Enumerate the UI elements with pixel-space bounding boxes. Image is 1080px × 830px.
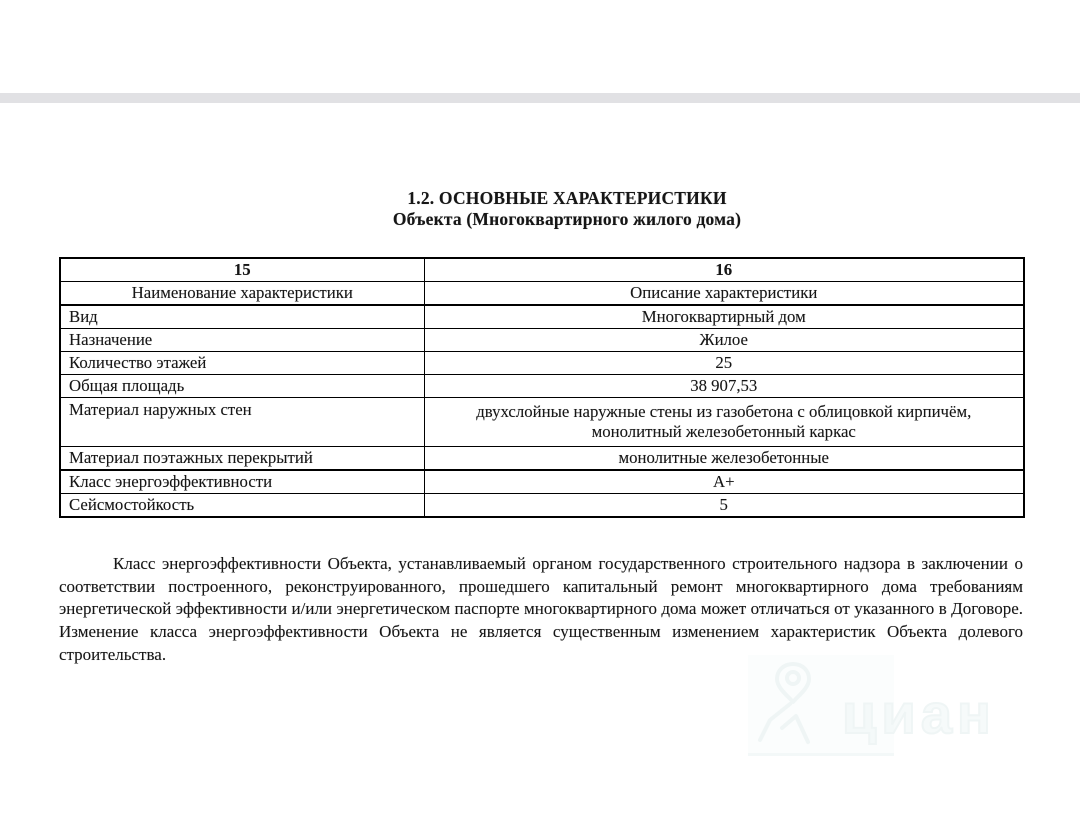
characteristic-name-cell: Количество этажей bbox=[60, 352, 424, 375]
characteristic-value-cell: 38 907,53 bbox=[424, 375, 1024, 398]
characteristic-name-cell: Вид bbox=[60, 305, 424, 329]
table-row bbox=[60, 305, 1024, 329]
characteristic-value-cell: 25 bbox=[424, 352, 1024, 375]
table-row bbox=[60, 470, 1024, 494]
section-title-line2: Объекта (Многоквартирного жилого дома) bbox=[392, 209, 742, 229]
characteristic-value-cell: монолитные железобетонные bbox=[424, 447, 1024, 471]
table-row bbox=[60, 375, 1024, 398]
table-row bbox=[60, 398, 1024, 447]
characteristic-value-cell: Многоквартирный дом bbox=[424, 305, 1024, 329]
characteristic-name-cell: Общая площадь bbox=[60, 375, 424, 398]
cian-walking-pin-icon bbox=[752, 658, 834, 748]
characteristic-value-cell: A+ bbox=[424, 470, 1024, 494]
column-number-cell: 15 bbox=[60, 258, 424, 282]
table-row bbox=[60, 329, 1024, 352]
characteristic-value-cell: 5 bbox=[424, 494, 1024, 518]
table-row bbox=[60, 352, 1024, 375]
watermark-brand-text: циан bbox=[842, 682, 996, 745]
column-header-cell: Описание характеристики bbox=[424, 282, 1024, 306]
characteristic-name-cell: Материал поэтажных перекрытий bbox=[60, 447, 424, 471]
characteristic-value-cell: Жилое bbox=[424, 329, 1024, 352]
column-number-row bbox=[60, 258, 1024, 282]
column-header-cell: Наименование характеристики bbox=[60, 282, 424, 306]
characteristic-name-cell: Материал наружных стен bbox=[60, 398, 424, 447]
characteristics-table bbox=[59, 257, 1025, 518]
section-title bbox=[0, 188, 1080, 230]
characteristic-name-cell: Назначение bbox=[60, 329, 424, 352]
characteristic-value-cell: двухслойные наружные стены из газобетона с облицовкой кирпичём, монолитный железобетонный каркас bbox=[424, 398, 1024, 447]
characteristic-name-cell: Класс энергоэффективности bbox=[60, 470, 424, 494]
page-separator-band bbox=[0, 93, 1080, 103]
table-header-row bbox=[60, 282, 1024, 306]
table-row bbox=[60, 447, 1024, 471]
section-title-line1: 1.2. ОСНОВНЫЕ ХАРАКТЕРИСТИКИ bbox=[407, 188, 727, 208]
energy-class-paragraph: Класс энергоэффективности Объекта, устанавливаемый органом государственного строительного надзора в заключении о соответствии построенного, реконструированного, прошедшего капитальный ремонт многоквартирного дома требованиям энергетической эффективности и/или энергетическом паспорте многоквартирного дома может отличаться от указанного в Договоре. Изменение класса энергоэффективности Объекта не является существенным изменением характеристик Объекта долевого строительства. bbox=[59, 554, 1023, 664]
cian-watermark bbox=[752, 658, 996, 748]
column-number-cell: 16 bbox=[424, 258, 1024, 282]
table-row bbox=[60, 494, 1024, 518]
characteristic-name-cell: Сейсмостойкость bbox=[60, 494, 424, 518]
